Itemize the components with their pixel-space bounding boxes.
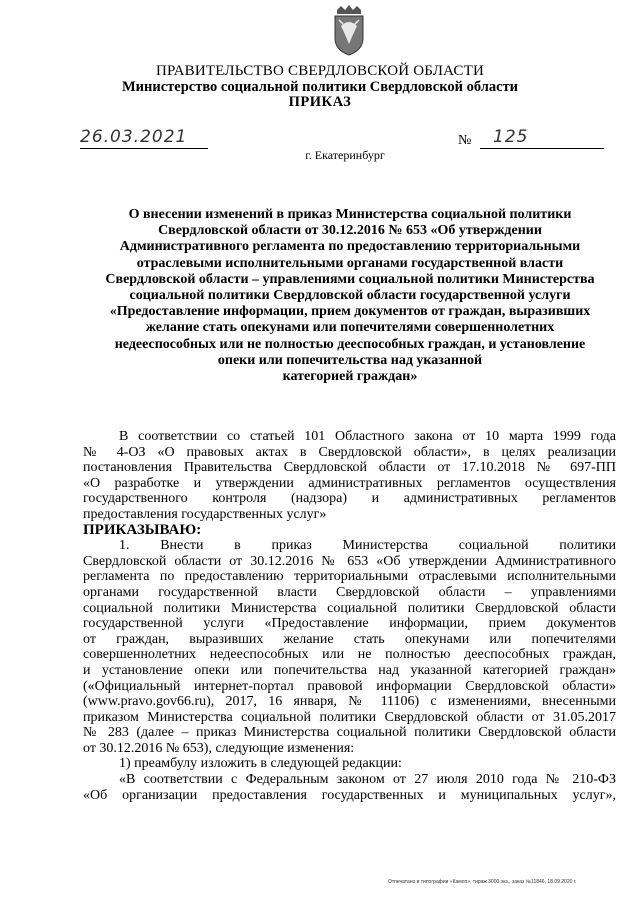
title-line: О внесении изменений в приказ Министерства социальной политики [128, 207, 572, 222]
item-line: (www.pravo.gov66.ru), 2017, 16 января, № 11106) с изменениями, внесенными [83, 694, 616, 710]
title-line: категорией граждан» [282, 369, 418, 385]
ministry-name: Министерство социальной политики Свердловской области [121, 79, 519, 95]
document-body [83, 429, 616, 803]
item-line: совершеннолетних недееспособных или не полностью дееспособных граждан, [83, 647, 616, 663]
item-line: органами государственной власти Свердловской области – управлениями [83, 584, 616, 600]
title-line: Свердловской области – управлениями социальной политики Министерства [105, 271, 595, 287]
title-line: отраслевыми исполнительными органами государственной власти [136, 255, 564, 271]
title-line: Свердловской области от 30.12.2016 № 653 «Об утверждении [158, 223, 542, 239]
preamble-line: государственного контроля (надзора) и административных регламентов [83, 491, 616, 507]
document-number: 125 [493, 127, 529, 147]
city: г. Екатеринбург [305, 148, 385, 162]
print-footer: Отпечатано в типографии «Камоп», тираж 3000 экз., заказ №11846, 18.09.2020 г. [388, 879, 577, 885]
item-line: государственной услуги «Предоставление информации, прием документов [83, 616, 616, 632]
item-line: 1. Внести в приказ Министерства социальной политики [119, 538, 616, 554]
number-sign: № [458, 133, 472, 148]
item-line: социальной политики Министерства социальной политики Свердловской области [83, 600, 616, 616]
subitem-line: 1) преамбулу изложить в следующей редакции: [119, 756, 402, 772]
item-line: и установление опеки или попечительства над указанной категорией граждан» [83, 662, 616, 678]
preamble-line: «О разработке и утверждении административных регламентов осуществления [83, 475, 616, 491]
item-line: регламента по предоставлению территориальными отраслевыми исполнительными [83, 569, 616, 585]
title-line: желание стать опекунами или попечителями совершеннолетних [145, 320, 555, 336]
document-date: 26.03.2021 [80, 127, 188, 147]
item-line: от 30.12.2016 № 653), следующие изменения: [83, 740, 355, 756]
preamble-line: В соответствии со статьей 101 Областного закона от 10 марта 1999 года [119, 429, 616, 444]
title-line: опеки или попечительства над указанной [217, 352, 483, 368]
title-line: «Предоставление информации, прием документов от граждан, выразивших [109, 304, 591, 320]
title-line: Административного регламента по предоставлению территориальными [119, 239, 581, 255]
preamble-line: постановления Правительства Свердловской области от 17.10.2018 № 697-ПП [83, 460, 616, 476]
title-line: недееспособных или не полностью дееспособных граждан, и установление [114, 336, 586, 352]
government-name: ПРАВИТЕЛЬСТВО СВЕРДЛОВСКОЙ ОБЛАСТИ [155, 63, 485, 79]
order-word: ПРИКАЗЫВАЮ: [83, 522, 202, 538]
document-title [70, 207, 630, 385]
item-line: («Официальный интернет-портал правовой информации Свердловской области» [83, 678, 616, 694]
preamble-line: предоставления государственных услуг» [83, 506, 327, 522]
preamble-line: № 4-ОЗ «О правовых актах в Свердловской области», в целях реализации [83, 444, 616, 460]
item-line: приказом Министерства социальной политики Свердловской области от 31.05.2017 [83, 709, 616, 725]
quote-line: «В соответствии с Федеральным законом от 27 июля 2010 года № 210-ФЗ [119, 772, 616, 788]
quote-line: «Об организации предоставления государственных и муниципальных услуг», [83, 787, 616, 803]
item-line: от граждан, выразивших желание стать опекунами или попечителями [83, 631, 616, 647]
item-line: Свердловской области от 30.12.2016 № 653 «Об утверждении Административного [83, 553, 616, 569]
item-line: № 283 (далее – приказ Министерства социальной политики Свердловской области [83, 725, 616, 741]
document-type: ПРИКАЗ [288, 94, 352, 110]
title-line: социальной политики Свердловской области государственной услуги [129, 288, 571, 304]
coat-of-arms-icon [331, 4, 367, 56]
